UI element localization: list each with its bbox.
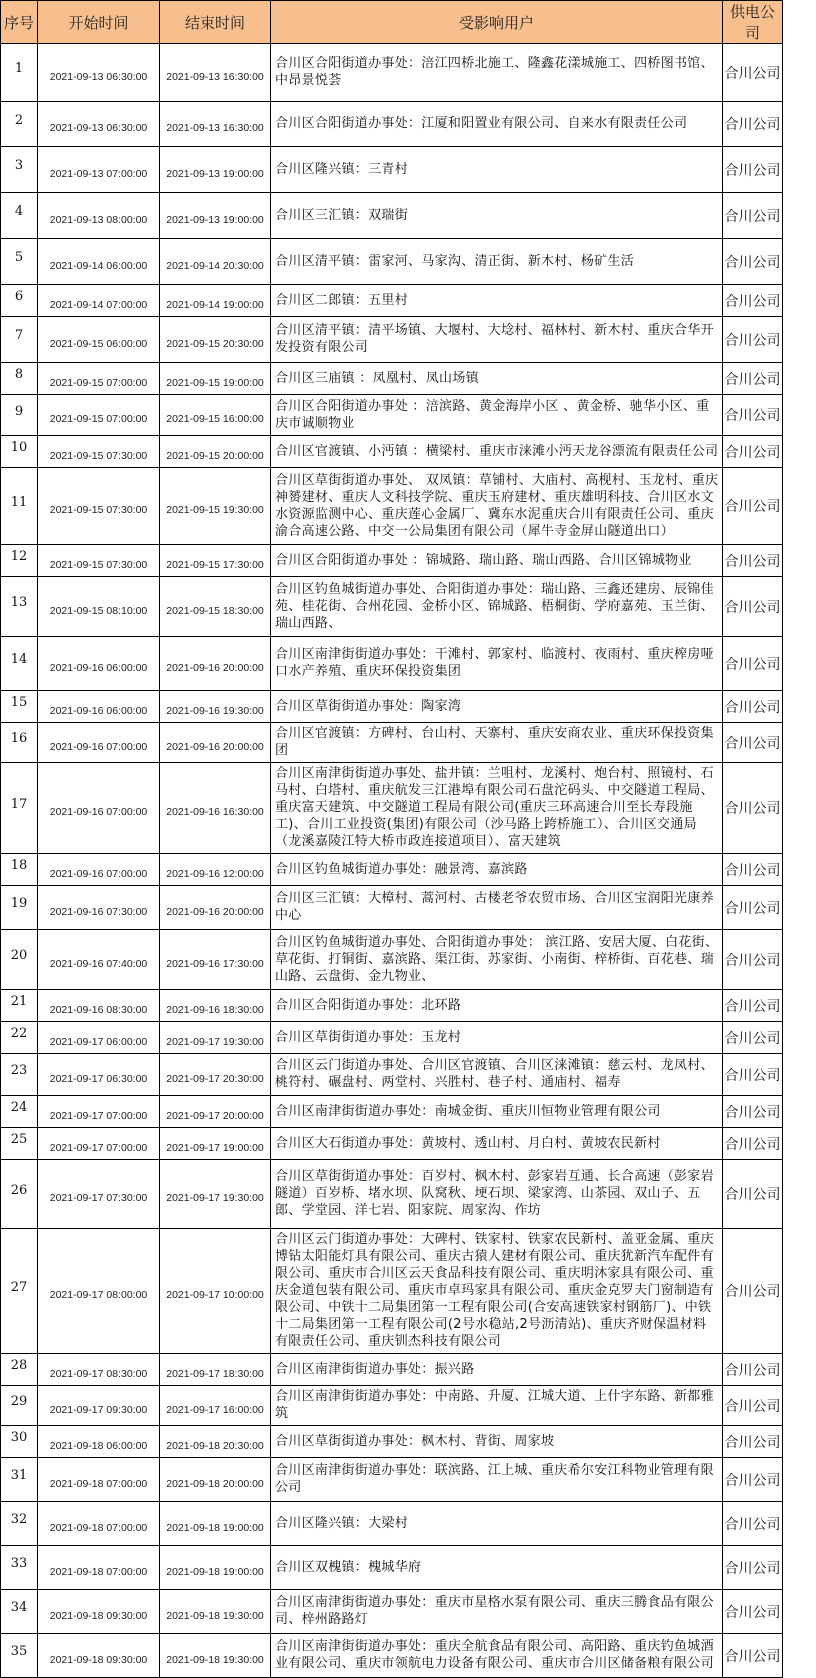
row-index: 4: [1, 193, 38, 239]
table-row: [1, 1160, 783, 1229]
end-time: 2021-09-18 19:00:00: [160, 1502, 271, 1546]
table-row: [1, 990, 783, 1022]
table-row: [1, 44, 783, 102]
end-time: 2021-09-16 16:30:00: [160, 763, 271, 854]
row-index: 19: [1, 886, 38, 930]
row-index: 22: [1, 1022, 38, 1054]
table-row: [1, 637, 783, 691]
end-time: 2021-09-16 17:30:00: [160, 930, 271, 990]
table-row: [1, 1096, 783, 1128]
start-time: 2021-09-17 08:30:00: [38, 1354, 160, 1386]
power-company: 合川公司: [723, 1590, 783, 1634]
power-company: 合川公司: [723, 1229, 783, 1354]
table-row: [1, 239, 783, 285]
affected-users: 合川区南津街街道办事处：重庆市星格水泵有限公司、重庆三腾食品有限公司、梓州路路灯: [271, 1590, 723, 1634]
row-index: 25: [1, 1128, 38, 1160]
power-company: 合川公司: [723, 468, 783, 545]
table-row: [1, 147, 783, 193]
start-time: 2021-09-17 07:30:00: [38, 1160, 160, 1229]
row-index: 21: [1, 990, 38, 1022]
start-time: 2021-09-16 07:40:00: [38, 930, 160, 990]
start-time: 2021-09-16 07:00:00: [38, 763, 160, 854]
end-time: 2021-09-18 20:30:00: [160, 1426, 271, 1458]
table-row: [1, 1502, 783, 1546]
affected-users: 合川区三汇镇：大樟村、蒿河村、古楼老爷农贸市场、合川区宝润阳光康养中心: [271, 886, 723, 930]
header-index: 序号: [1, 1, 38, 44]
end-time: 2021-09-18 19:30:00: [160, 1634, 271, 1678]
end-time: 2021-09-17 18:30:00: [160, 1354, 271, 1386]
end-time: 2021-09-15 20:30:00: [160, 317, 271, 363]
affected-users: 合川区合阳街道办事处：北环路: [271, 990, 723, 1022]
affected-users: 合川区合阳街道办事处：江厦和阳置业有限公司、自来水有限责任公司: [271, 102, 723, 147]
table-header-row: [1, 1, 783, 44]
power-company: 合川公司: [723, 763, 783, 854]
power-company: 合川公司: [723, 990, 783, 1022]
affected-users: 合川区草街街道办事处、 双凤镇：草铺村、大庙村、高枧村、玉龙村、重庆神赟建材、重庆人文科技学院、重庆玉府建材、重庆雄明科技、合川区水文水资源监测中心、重庆莲心金属厂、冀东水泥重庆合川有限责任公司、重庆渝合高速公路、中交一公局集团有限公司（犀牛寺金屏山隧道出口）: [271, 468, 723, 545]
row-index: 27: [1, 1229, 38, 1354]
end-time: 2021-09-15 18:30:00: [160, 577, 271, 637]
power-company: 合川公司: [723, 436, 783, 468]
row-index: 20: [1, 930, 38, 990]
table-row: [1, 102, 783, 147]
power-company: 合川公司: [723, 239, 783, 285]
end-time: 2021-09-16 20:00:00: [160, 723, 271, 763]
affected-users: 合川区南津街街道办事处：振兴路: [271, 1354, 723, 1386]
power-company: 合川公司: [723, 147, 783, 193]
table-row: [1, 317, 783, 363]
end-time: 2021-09-13 16:30:00: [160, 44, 271, 102]
affected-users: 合川区钓鱼城街道办事处、合阳街道办事处：瑞山路、三鑫还建房、辰锦佳苑、桂花街、合州花园、金桥小区、锦城路、梧桐街、学府嘉苑、玉兰街、瑞山西路、: [271, 577, 723, 637]
power-company: 合川公司: [723, 395, 783, 436]
row-index: 16: [1, 723, 38, 763]
power-company: 合川公司: [723, 193, 783, 239]
row-index: 24: [1, 1096, 38, 1128]
end-time: 2021-09-14 19:00:00: [160, 285, 271, 317]
affected-users: 合川区双槐镇：槐城华府: [271, 1546, 723, 1590]
row-index: 6: [1, 285, 38, 317]
end-time: 2021-09-13 19:00:00: [160, 193, 271, 239]
end-time: 2021-09-16 12:00:00: [160, 854, 271, 886]
affected-users: 合川区官渡镇：方碑村、台山村、天寨村、重庆安商农业、重庆环保投资集团: [271, 723, 723, 763]
end-time: 2021-09-13 19:00:00: [160, 147, 271, 193]
end-time: 2021-09-15 17:30:00: [160, 545, 271, 577]
affected-users: 合川区隆兴镇：三青村: [271, 147, 723, 193]
power-company: 合川公司: [723, 1546, 783, 1590]
row-index: 7: [1, 317, 38, 363]
start-time: 2021-09-16 07:00:00: [38, 854, 160, 886]
affected-users: 合川区南津街街道办事处、盐井镇：兰咀村、龙溪村、炮台村、照镜村、石马村、白塔村、重庆航发三江港埠有限公司石盘沱码头、中交隧道工程局、重庆富天建筑、中交隧道工程局有限公司(重庆三环高速合川至长寿段施工)、合川工业投资(集团)有限公司（沙马路上跨桥施工）、合川区交通局（龙溪嘉陵江特大桥市政连接道项目）、富天建筑: [271, 763, 723, 854]
end-time: 2021-09-14 20:30:00: [160, 239, 271, 285]
start-time: 2021-09-17 07:00:00: [38, 1128, 160, 1160]
end-time: 2021-09-17 16:00:00: [160, 1386, 271, 1426]
row-index: 9: [1, 395, 38, 436]
start-time: 2021-09-15 06:00:00: [38, 317, 160, 363]
power-company: 合川公司: [723, 317, 783, 363]
table-body: [1, 44, 783, 1678]
start-time: 2021-09-13 06:30:00: [38, 44, 160, 102]
end-time: 2021-09-15 19:30:00: [160, 468, 271, 545]
row-index: 1: [1, 44, 38, 102]
table-row: [1, 854, 783, 886]
affected-users: 合川区大石街道办事处：黄坡村、透山村、月白村、黄坡农民新村: [271, 1128, 723, 1160]
affected-users: 合川区官渡镇、小沔镇 ：横梁村、重庆市涞滩小沔天龙谷漂流有限责任公司: [271, 436, 723, 468]
power-company: 合川公司: [723, 285, 783, 317]
affected-users: 合川区草街街道办事处：百岁村、枫木村、彭家岩互通、长合高速（彭家岩隧道）百岁桥、堵水坝、队窝秋、埂石坝、梁家湾、山茶园、双山子、五郎、学堂园、洋七岩、阳家院、周家沟、作坊: [271, 1160, 723, 1229]
start-time: 2021-09-17 08:00:00: [38, 1229, 160, 1354]
table-row: [1, 1386, 783, 1426]
table-row: [1, 363, 783, 395]
affected-users: 合川区三庙镇 ：凤凰村、凤山场镇: [271, 363, 723, 395]
table-row: [1, 1546, 783, 1590]
row-index: 33: [1, 1546, 38, 1590]
power-company: 合川公司: [723, 577, 783, 637]
end-time: 2021-09-17 10:00:00: [160, 1229, 271, 1354]
row-index: 15: [1, 691, 38, 723]
start-time: 2021-09-15 08:10:00: [38, 577, 160, 637]
power-company: 合川公司: [723, 1022, 783, 1054]
affected-users: 合川区草街街道办事处：玉龙村: [271, 1022, 723, 1054]
header-power-company: 供电公司: [723, 1, 783, 44]
start-time: 2021-09-16 06:00:00: [38, 691, 160, 723]
table-row: [1, 1590, 783, 1634]
row-index: 2: [1, 102, 38, 147]
end-time: 2021-09-15 16:00:00: [160, 395, 271, 436]
affected-users: 合川区合阳街道办事处 ：涪滨路、黄金海岸小区 、黄金桥、驰华小区、重庆市诚顺物业: [271, 395, 723, 436]
end-time: 2021-09-17 19:30:00: [160, 1160, 271, 1229]
start-time: 2021-09-16 08:30:00: [38, 990, 160, 1022]
affected-users: 合川区二郎镇：五里村: [271, 285, 723, 317]
table-row: [1, 930, 783, 990]
end-time: 2021-09-18 19:30:00: [160, 1590, 271, 1634]
power-company: 合川公司: [723, 1160, 783, 1229]
header-end-time: 结束时间: [160, 1, 271, 44]
power-company: 合川公司: [723, 1502, 783, 1546]
power-company: 合川公司: [723, 1386, 783, 1426]
table-row: [1, 1354, 783, 1386]
end-time: 2021-09-16 20:00:00: [160, 637, 271, 691]
row-index: 11: [1, 468, 38, 545]
start-time: 2021-09-14 06:00:00: [38, 239, 160, 285]
affected-users: 合川区隆兴镇：大梁村: [271, 1502, 723, 1546]
table-row: [1, 1054, 783, 1096]
header-start-time: 开始时间: [38, 1, 160, 44]
start-time: 2021-09-15 07:30:00: [38, 545, 160, 577]
power-company: 合川公司: [723, 1458, 783, 1502]
row-index: 31: [1, 1458, 38, 1502]
row-index: 35: [1, 1634, 38, 1678]
table-row: [1, 723, 783, 763]
table-row: [1, 763, 783, 854]
power-company: 合川公司: [723, 691, 783, 723]
affected-users: 合川区清平镇：雷家河、马家沟、清正街、新木村、杨矿生活: [271, 239, 723, 285]
affected-users: 合川区南津街街道办事处：南城金街、重庆川恒物业管理有限公司: [271, 1096, 723, 1128]
start-time: 2021-09-18 09:30:00: [38, 1634, 160, 1678]
affected-users: 合川区云门街道办事处：大碑村、铁家村、铁家农民新村、盖亚金属、重庆博钻太阳能灯具有限公司、重庆古猿人建材有限公司、重庆犹新汽车配件有限公司、重庆市合川区云天食品科技有限公司、重庆明沐家具有限公司、重庆金道包装有限公司、重庆市卓玛家具有限公司、重庆金克罗夫门窗制造有限公司、中铁十二局集团第一工程有限公司(合安高速铁家村钢筋厂)、中铁十二局集团第一工程有限公司(2号水稳站,2号沥清站)、重庆齐财保温材料有限责任公司、重庆钏杰科技有限公司: [271, 1229, 723, 1354]
table-row: [1, 468, 783, 545]
end-time: 2021-09-15 19:00:00: [160, 363, 271, 395]
start-time: 2021-09-14 07:00:00: [38, 285, 160, 317]
power-company: 合川公司: [723, 1634, 783, 1678]
power-company: 合川公司: [723, 545, 783, 577]
affected-users: 合川区钓鱼城街道办事处、合阳街道办事处： 滨江路、安居大厦、白花街、草花街、打铜街、嘉滨路、渠江街、苏家街、小南街、梓桥街、百花巷、瑞山路、云盘街、金九物业、: [271, 930, 723, 990]
end-time: 2021-09-17 19:00:00: [160, 1128, 271, 1160]
power-company: 合川公司: [723, 1054, 783, 1096]
table-row: [1, 1458, 783, 1502]
affected-users: 合川区三汇镇：双瑞街: [271, 193, 723, 239]
affected-users: 合川区清平镇：清平场镇、大堰村、大埝村、福林村、新木村、重庆合华开发投资有限公司: [271, 317, 723, 363]
table-row: [1, 577, 783, 637]
table-row: [1, 1229, 783, 1354]
start-time: 2021-09-15 07:30:00: [38, 468, 160, 545]
power-company: 合川公司: [723, 1096, 783, 1128]
end-time: 2021-09-18 20:00:00: [160, 1458, 271, 1502]
start-time: 2021-09-18 07:00:00: [38, 1502, 160, 1546]
power-company: 合川公司: [723, 886, 783, 930]
row-index: 32: [1, 1502, 38, 1546]
table-row: [1, 886, 783, 930]
row-index: 18: [1, 854, 38, 886]
table-row: [1, 1128, 783, 1160]
start-time: 2021-09-18 07:00:00: [38, 1458, 160, 1502]
row-index: 14: [1, 637, 38, 691]
affected-users: 合川区南津街街道办事处：重庆全航食品有限公司、高阳路、重庆钓鱼城酒业有限公司、重庆市领航电力设备有限公司、重庆市合川区储备粮有限公司: [271, 1634, 723, 1678]
start-time: 2021-09-15 07:30:00: [38, 436, 160, 468]
start-time: 2021-09-17 06:30:00: [38, 1054, 160, 1096]
start-time: 2021-09-17 07:00:00: [38, 1096, 160, 1128]
power-company: 合川公司: [723, 1128, 783, 1160]
power-company: 合川公司: [723, 44, 783, 102]
row-index: 10: [1, 436, 38, 468]
affected-users: 合川区合阳街道办事处 ：锦城路、瑞山路、瑞山西路、合川区锦城物业: [271, 545, 723, 577]
affected-users: 合川区南津街街道办事处：中南路、升厦、江城大道、上什字东路、新都雅筑: [271, 1386, 723, 1426]
end-time: 2021-09-16 19:30:00: [160, 691, 271, 723]
affected-users: 合川区南津街街道办事处：联滨路、江上城、重庆希尔安江科物业管理有限公司: [271, 1458, 723, 1502]
row-index: 8: [1, 363, 38, 395]
power-company: 合川公司: [723, 1426, 783, 1458]
table-row: [1, 691, 783, 723]
row-index: 23: [1, 1054, 38, 1096]
affected-users: 合川区南津街街道办事处：干滩村、郭家村、临渡村、夜雨村、重庆榨房哑口水产养殖、重庆环保投资集团: [271, 637, 723, 691]
end-time: 2021-09-17 20:30:00: [160, 1054, 271, 1096]
row-index: 17: [1, 763, 38, 854]
affected-users: 合川区合阳街道办事处：涪江四桥北施工、隆鑫花漾城施工、四桥图书馆、中昂景悦荟: [271, 44, 723, 102]
row-index: 12: [1, 545, 38, 577]
power-company: 合川公司: [723, 723, 783, 763]
row-index: 29: [1, 1386, 38, 1426]
row-index: 3: [1, 147, 38, 193]
start-time: 2021-09-15 07:00:00: [38, 363, 160, 395]
power-company: 合川公司: [723, 854, 783, 886]
affected-users: 合川区草街街道办事处：枫木村、背街、周家坡: [271, 1426, 723, 1458]
table-row: [1, 436, 783, 468]
start-time: 2021-09-13 08:00:00: [38, 193, 160, 239]
start-time: 2021-09-18 07:00:00: [38, 1546, 160, 1590]
end-time: 2021-09-13 16:30:00: [160, 102, 271, 147]
start-time: 2021-09-18 06:00:00: [38, 1426, 160, 1458]
end-time: 2021-09-17 20:00:00: [160, 1096, 271, 1128]
end-time: 2021-09-17 19:30:00: [160, 1022, 271, 1054]
table-row: [1, 1634, 783, 1678]
table-row: [1, 395, 783, 436]
row-index: 28: [1, 1354, 38, 1386]
row-index: 34: [1, 1590, 38, 1634]
start-time: 2021-09-18 09:30:00: [38, 1590, 160, 1634]
power-company: 合川公司: [723, 637, 783, 691]
affected-users: 合川区云门街道办事处、合川区官渡镇、合川区涞滩镇：慈云村、龙凤村、桃符村、碾盘村、两堂村、兴胜村、巷子村、通庙村、福寿: [271, 1054, 723, 1096]
end-time: 2021-09-18 19:00:00: [160, 1546, 271, 1590]
power-company: 合川公司: [723, 363, 783, 395]
row-index: 13: [1, 577, 38, 637]
start-time: 2021-09-17 06:00:00: [38, 1022, 160, 1054]
end-time: 2021-09-15 20:00:00: [160, 436, 271, 468]
table-row: [1, 545, 783, 577]
row-index: 5: [1, 239, 38, 285]
table-row: [1, 285, 783, 317]
start-time: 2021-09-15 07:00:00: [38, 395, 160, 436]
start-time: 2021-09-16 06:00:00: [38, 637, 160, 691]
start-time: 2021-09-16 07:00:00: [38, 723, 160, 763]
affected-users: 合川区钓鱼城街道办事处：融景湾、嘉滨路: [271, 854, 723, 886]
end-time: 2021-09-16 20:00:00: [160, 886, 271, 930]
start-time: 2021-09-17 09:30:00: [38, 1386, 160, 1426]
start-time: 2021-09-13 07:00:00: [38, 147, 160, 193]
table-row: [1, 1426, 783, 1458]
start-time: 2021-09-13 06:30:00: [38, 102, 160, 147]
power-company: 合川公司: [723, 102, 783, 147]
end-time: 2021-09-16 18:30:00: [160, 990, 271, 1022]
start-time: 2021-09-16 07:30:00: [38, 886, 160, 930]
power-company: 合川公司: [723, 930, 783, 990]
table-row: [1, 193, 783, 239]
table-row: [1, 1022, 783, 1054]
row-index: 30: [1, 1426, 38, 1458]
power-company: 合川公司: [723, 1354, 783, 1386]
affected-users: 合川区草街街道办事处：陶家湾: [271, 691, 723, 723]
row-index: 26: [1, 1160, 38, 1229]
header-affected-users: 受影响用户: [271, 1, 723, 44]
